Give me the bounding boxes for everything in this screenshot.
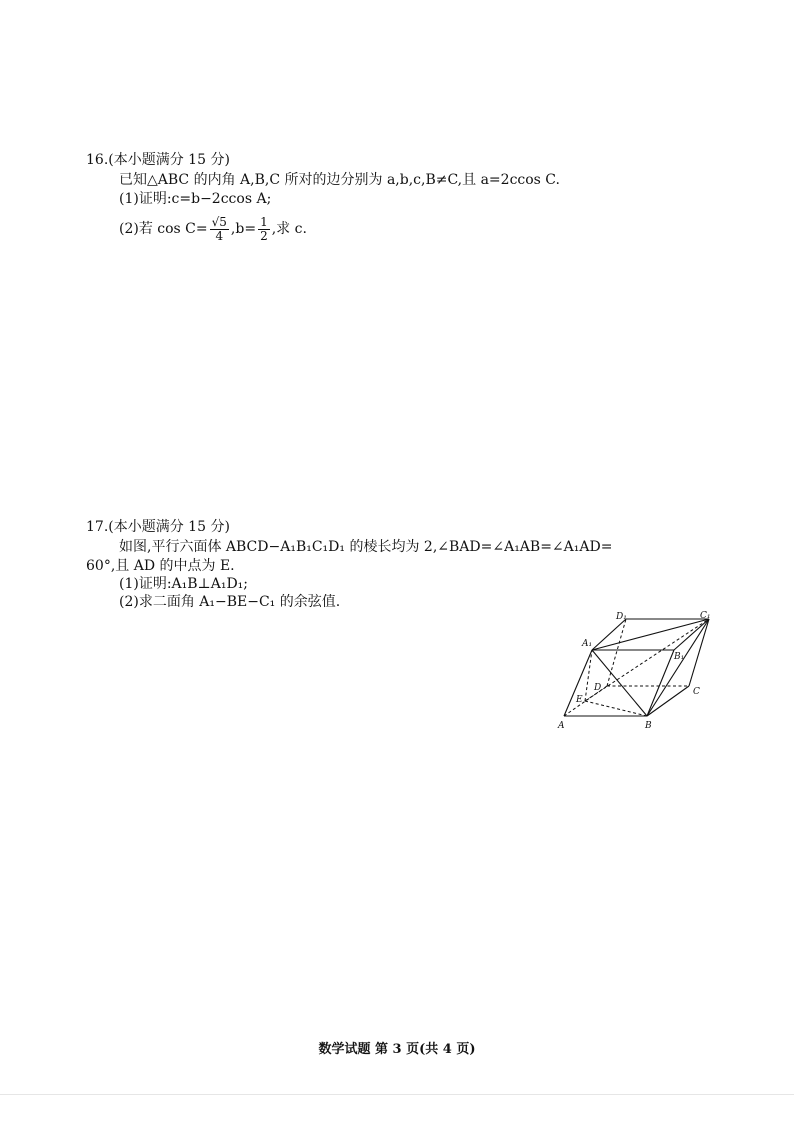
segment-BC1	[647, 619, 709, 716]
q16-part2-mid: ,b=	[230, 221, 257, 237]
q16-part2-suffix: ,求 c.	[271, 221, 307, 237]
q16-fraction-cosC	[210, 216, 229, 243]
q16-part2	[119, 214, 307, 244]
vertex-label-A: A	[558, 721, 565, 731]
segment-EB-hidden	[585, 701, 647, 716]
q16-fraction-cosC-numerator: √5	[211, 214, 227, 229]
q17-part2: (2)求二面角 A₁−BE−C₁ 的余弦值.	[119, 594, 341, 610]
q16-part1: (1)证明:c=b−2ccos A;	[119, 191, 272, 207]
vertex-label-B1: B₁	[674, 652, 685, 662]
q17-part1: (1)证明:A₁B⊥A₁D₁;	[119, 576, 249, 592]
vertex-label-D1: D₁	[616, 612, 627, 622]
q16-fraction-cosC-denominator: 4	[215, 228, 224, 243]
q17-header: 17.(本小题满分 15 分)	[86, 519, 230, 535]
edge-CC1	[689, 619, 709, 686]
vertex-label-D: D	[594, 683, 602, 693]
segment-EC1-hidden	[585, 619, 709, 701]
vertex-label-C: C	[693, 687, 700, 697]
vertex-label-B: B	[645, 721, 652, 731]
vertex-label-E: E	[576, 695, 583, 705]
q16-fraction-b-numerator: 1	[260, 214, 268, 229]
q17-stem-line2: 60°,且 AD 的中点为 E.	[86, 558, 235, 574]
vertex-label-C1: C₁	[700, 611, 711, 621]
q16-fraction-b-denominator: 2	[260, 228, 268, 243]
q16-header: 16.(本小题满分 15 分)	[86, 152, 230, 168]
q16-fraction-b	[258, 216, 270, 243]
parallelepiped-figure	[552, 606, 727, 731]
q16-part2-prefix: (2)若 cos C=	[119, 221, 208, 237]
page-footer: 数学试题 第 3 页(共 4 页)	[318, 1042, 476, 1057]
vertex-label-A1: A₁	[582, 639, 593, 649]
bottom-divider	[0, 1094, 794, 1095]
q16-stem: 已知△ABC 的内角 A,B,C 所对的边分别为 a,b,c,B≠C,且 a=2ccos C.	[119, 172, 560, 188]
q17-stem-line1: 如图,平行六面体 ABCD−A₁B₁C₁D₁ 的棱长均为 2,∠BAD=∠A₁AB=∠A₁AD=	[119, 539, 613, 555]
